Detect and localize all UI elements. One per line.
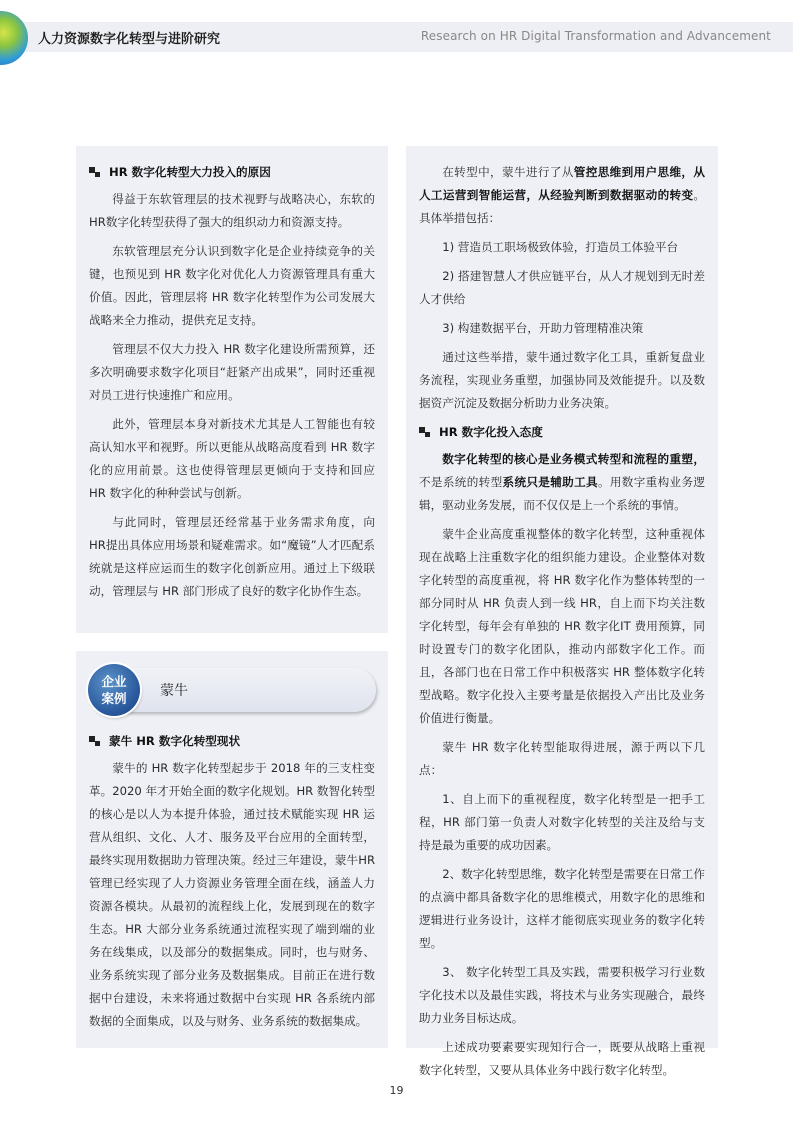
left-top-content <box>89 161 375 609</box>
paragraph: 与此同时，管理层还经常基于业务需求角度，向 HR提出具体应用场景和疑难需求。如“魔镜”人才匹配系统就是这样应运而生的数字化创新应用。通过上下级联动，管理层与 HR 部门形成了良好的数字化协作生态。 <box>89 515 375 598</box>
measure-item: 2) 搭建智慧人才供应链平台，从人才规划到无时差人才供给 <box>419 269 705 306</box>
section-heading <box>89 161 375 184</box>
intro-text-end: 。具体举措包括： <box>419 188 705 225</box>
case-banner <box>88 664 378 716</box>
reason-item: 1、自上而下的重视程度，数字化转型是一把手工程，HR 部门第一负责人对数字化转型的关注及给与支持是最为重要的成功因素。 <box>419 792 705 852</box>
header-title: 人力资源数字化转型与进阶研究 <box>38 32 221 47</box>
square-bullet-icon <box>89 167 101 178</box>
paragraph: 蒙牛 HR 数字化转型能取得进展，源于两以下几点： <box>419 740 705 777</box>
paragraph: 通过这些举措，蒙牛通过数字化工具，重新复盘业务流程，实现业务重塑，加强协同及效能提升。以及数据资产沉淀及数据分析助力业务决策。 <box>419 350 705 410</box>
case-badge <box>88 664 140 716</box>
square-bullet-icon <box>89 736 101 747</box>
intro-paragraph <box>419 161 705 230</box>
section-heading <box>89 730 375 753</box>
attitude-text: 不是系统的转型 <box>419 475 503 489</box>
intro-bold: 管控思维到用户思维，从人工运营到智能运营，从经验判断到数据驱动的转变 <box>419 165 705 202</box>
measure-item: 3) 构建数据平台，开助力管理精准决策 <box>442 321 644 335</box>
attitude-paragraph <box>419 448 705 517</box>
paragraph: 得益于东软管理层的技术视野与战略决心，东软的HR数字化转型获得了强大的组织动力和资源支持。 <box>89 192 375 229</box>
attitude-bold: 数字化转型的核心是业务模式转型和流程的重塑， <box>442 452 705 466</box>
case-badge-line2: 案例 <box>101 691 127 706</box>
attitude-text-end: 。用数字重构业务逻辑，驱动业务发展，而不仅仅是上一个系统的事情。 <box>419 475 705 512</box>
header-subtitle: Research on HR Digital Transformation and Advancement <box>420 29 771 43</box>
case-badge-line1: 企业 <box>101 674 127 689</box>
case-pill <box>108 668 376 712</box>
section-heading-text: 蒙牛 HR 数字化转型现状 <box>109 734 241 748</box>
paragraph: 蒙牛的 HR 数字化转型起步于 2018 年的三支柱变革。2020 年才开始全面的数字化规划。HR 数智化转型的核心是以人为本提升体验，通过技术赋能实现 HR 运营从组织、文化、人才、服务及平台应用的全面转型，最终实现用数据助力管理决策。经过三年建设，蒙牛HR管理已经实现了人力资源业务管理全面在线，涵盖人力资源各模块。从最初的流程线上化，发展到现在的数字生态。HR 大部分业务系统通过流程实现了端到端的业务在线集成，以及部分的数据集成。同时，也与财务、业务系统实现了部分业务及数据集成。目前正在进行数据中台建设，未来将通过数据中台实现 HR 各系统内部数据的全面集成，以及与财务、业务系统的数据集成。 <box>89 761 375 1028</box>
paragraph: 管理层不仅大力投入 HR 数字化建设所需预算，还多次明确要求数字化项目“赶紧产出成果”，同时还重视对员工进行快速推广和应用。 <box>89 342 375 402</box>
section-heading-text: HR 数字化转型大力投入的原因 <box>109 165 271 179</box>
measure-item: 1) 营造员工职场极致体验，打造员工体验平台 <box>442 240 679 254</box>
page-number: 19 <box>389 1084 404 1097</box>
header-logo-circle <box>0 11 28 65</box>
reason-item: 2、数字化转型思维，数字化转型是需要在日常工作的点滴中都具备数字化的思维模式，用数字化的思维和逻辑进行业务设计，这样才能彻底实现业务的数字化转型。 <box>419 867 705 950</box>
paragraph: 此外，管理层本身对新技术尤其是人工智能也有较高认知水平和视野。所以更能从战略高度看到 HR 数字化的应用前景。这也使得管理层更倾向于支持和回应 HR 数字化的种种尝试与创新。 <box>89 417 375 500</box>
reason-item: 3、 数字化转型工具及实践，需要积极学习行业数字化技术以及最佳实践，将技术与业务实现融合，最终助力业务目标达成。 <box>419 965 705 1025</box>
right-content <box>419 161 705 1088</box>
section-heading <box>419 421 705 444</box>
case-company-name: 蒙牛 <box>160 683 188 699</box>
paragraph: 上述成功要素要实现知行合一，既要从战略上重视数字化转型，又要从具体业务中践行数字化转型。 <box>419 1040 705 1077</box>
intro-text: 在转型中，蒙牛进行了从 <box>442 165 574 179</box>
paragraph: 蒙牛企业高度重视整体的数字化转型，这种重视体现在战略上注重数字化的组织能力建设。企业整体对数字化转型的高度重视，将 HR 数字化作为整体转型的一部分同时从 HR 负责人到一线 HR，自上而下均关注数字化转型，每年会有单独的 HR 数字化IT 费用预算，同时设置专门的数字化团队，推动内部数字化工作。而且，各部门也在日常工作中积极落实 HR 整体数字化转型战略。数字化投入主要考量是依据投入产出比及业务价值进行衡量。 <box>419 527 705 725</box>
section-heading-text: HR 数字化投入态度 <box>439 425 543 439</box>
attitude-bold: 系统只是辅助工具 <box>502 475 598 489</box>
square-bullet-icon <box>419 427 431 438</box>
paragraph: 东软管理层充分认识到数字化是企业持续竞争的关键，也预见到 HR 数字化对优化人力资源管理具有重大价值。因此，管理层将 HR 数字化转型作为公司发展大战略来全力推动，提供充足支持。 <box>89 244 375 327</box>
left-bottom-content <box>89 730 375 1039</box>
